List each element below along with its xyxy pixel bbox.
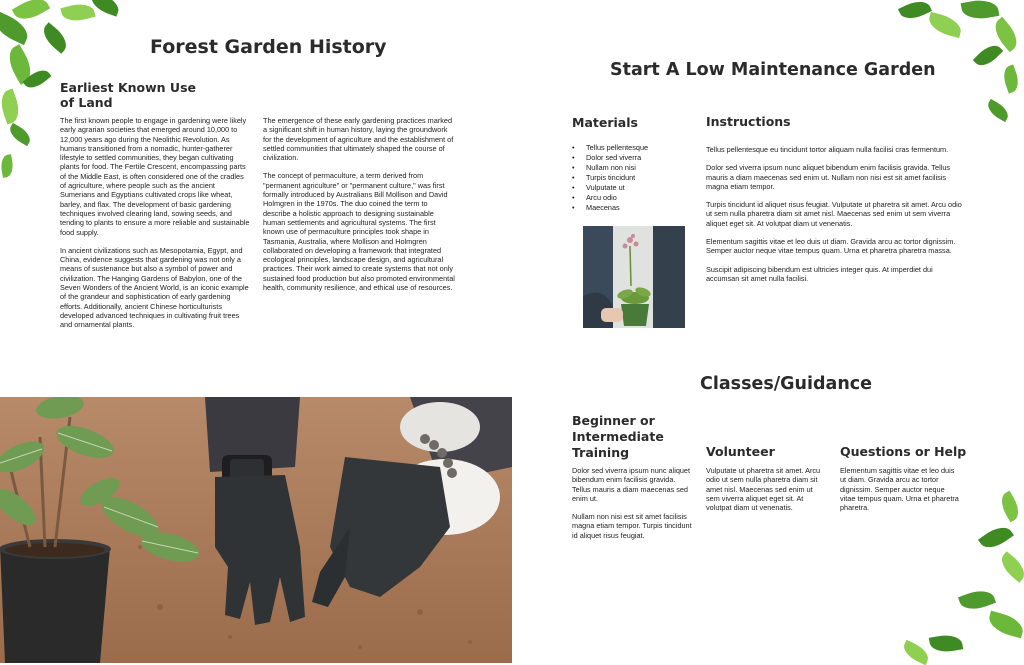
left-column-2: [263, 116, 455, 301]
classes-title: Classes/Guidance: [700, 374, 873, 394]
left-column-1: [60, 116, 250, 339]
volunteer-heading: Volunteer: [706, 444, 775, 459]
instructions-heading: Instructions: [706, 114, 791, 129]
paragraph: Elementum sagittis vitae et leo duis ut diam. Gravida arcu ac tortor dignissim. Semper auctor neque vitae tempus quam. Urna et pharetra pharetra massa.: [706, 237, 956, 256]
paragraph: Nullam non nisi est sit amet facilisis magna etiam tempor. Turpis tincidunt id aliquet risus feugiat.: [572, 512, 692, 540]
materials-heading: Materials: [572, 115, 638, 130]
potted-plant-image: [583, 226, 685, 328]
volunteer-text: [706, 466, 828, 521]
page-title-left: Forest Garden History: [150, 36, 387, 58]
instructions-text: [706, 145, 964, 292]
potted-plant-photo: [583, 226, 685, 328]
paragraph: In ancient civilizations such as Mesopotamia, Egypt, and China, evidence suggests that gardening was not only a means of sustenance but also a symbol of power and civilization. The Hanging Gardens of Babylon, one of the Seven Wonders of the Ancient World, is an iconic example of the grandeur and sophistication of early gardening efforts. Additionally, ancient Chinese horticulturists developed advanced techniques in cultivating fruit trees and ornamental plants.: [60, 245, 249, 330]
paragraph: Suscipit adipiscing bibendum est ultricies integer quis. At imperdiet dui accumsan sit amet nulla facilisi.: [706, 264, 933, 283]
paragraph: The emergence of these early gardening practices marked a significant shift in human history, laying the groundwork for the development of agriculture and the establishment of settled communities that ultimately shaped the course of civilization.: [263, 116, 454, 163]
subheading-earliest-use: Earliest Known Use of Land: [60, 80, 196, 110]
paragraph: Dolor sed viverra ipsum nunc aliquet bibendum enim facilisis gravida. Tellus mauris a diam maecenas sed enim ut.: [572, 466, 691, 503]
list-item: • Dolor sed viverra: [572, 153, 702, 163]
materials-list: [572, 143, 702, 213]
paragraph: Dolor sed viverra ipsum nunc aliquet bibendum enim facilisis gravida. Tellus mauris a diam maecenas sed enim ut. Nullam non nisi est sit amet facilisis magna etiam tempor.: [706, 163, 951, 191]
list-item: • Tellus pellentesque: [572, 143, 702, 153]
beginner-text: [572, 466, 692, 549]
list-item: • Nullam non nisi: [572, 163, 702, 173]
paragraph: Tellus pellentesque eu tincidunt tortor aliquam nulla facilisi cras fermentum.: [706, 145, 949, 154]
list-item: • Vulputate ut: [572, 183, 702, 193]
questions-heading: Questions or Help: [840, 444, 967, 459]
paragraph: Turpis tincidunt id aliquet risus feugiat. Vulputate ut pharetra sit amet. Arcu odio ut sem nulla pharetra diam sit amet nisl. Maecenas sed enim ut sem viverra aliquet eget sit. At volutpat diam ut venenatis.: [706, 200, 962, 228]
paragraph: The concept of permaculture, a term derived from "permanent agriculture" or "permanent culture," was first formally introduced by Australians Bill Mollison and David Holmgren in the 1970s. The duo coined the term to describe a holistic approach to designing sustainable human settlements and agricultural systems. The first known use of permaculture principles took shape in Tasmania, Australia, where Mollison and Holmgren collaborated on developing a framework that integrated ecological principles, landscape design, and agricultural practices. Their work aimed to create systems that not only sustained food production but also promoted environmental health, community resilience, and ethical use of resources.: [263, 171, 455, 293]
beginner-heading: Beginner or Intermediate Training: [572, 413, 664, 460]
paragraph: Elementum sagittis vitae et leo duis ut diam. Gravida arcu ac tortor dignissim. Semper auctor neque vitae tempus quam. Urna et pharetra pharetra.: [840, 466, 959, 513]
list-item: • Arcu odio: [572, 193, 702, 203]
gloved-hands-planting-image: [0, 397, 512, 663]
paragraph: Vulputate ut pharetra sit amet. Arcu odio ut sem nulla pharetra diam sit amet nisl. Maecenas sed enim ut sem viverra aliquet eget sit. At volutpat diam ut venenatis.: [706, 466, 821, 513]
questions-text: [840, 466, 962, 521]
list-item: • Maecenas: [572, 203, 702, 213]
list-item: • Turpis tincidunt: [572, 173, 702, 183]
gardening-photo: [0, 397, 512, 663]
page-title-right: Start A Low Maintenance Garden: [610, 60, 936, 80]
paragraph: The first known people to engage in gardening were likely early agrarian societies that emerged around 10,000 to 12,000 years ago during the Neolithic Revolution. As humans transitioned from a nomadic, hunter-gatherer lifestyle to settled communities, they began cultivating plants for food. The Fertile Crescent, encompassing parts of the Middle East, is often considered one of the cradles of agriculture, where people such as the ancient Sumerians and Egyptians cultivated crops like wheat, barley, and flax. The development of basic gardening techniques involved clearing land, sowing seeds, and tending to plants to ensure a more reliable and sustainable food supply.: [60, 116, 250, 237]
